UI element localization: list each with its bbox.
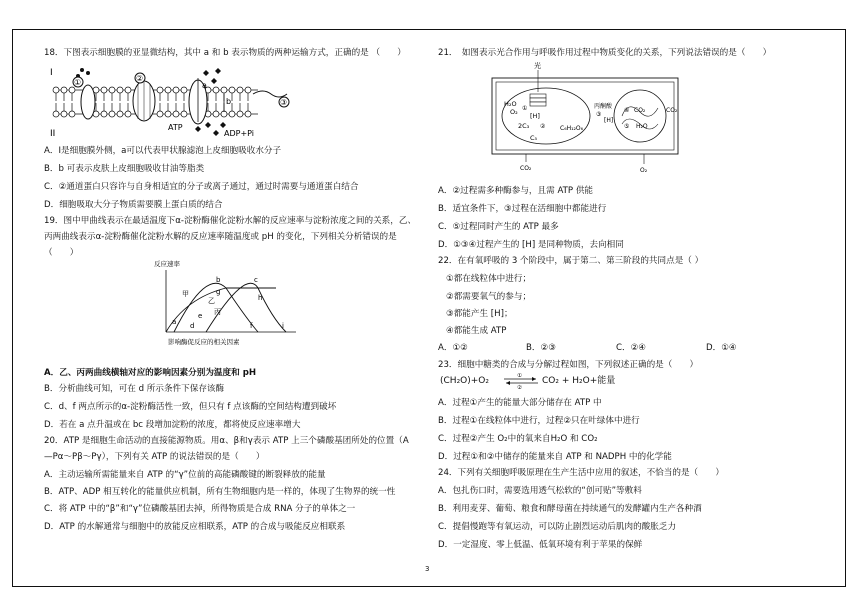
phospholipid-head [69, 87, 75, 93]
phospholipid-head [61, 87, 67, 93]
svg-text:b: b [216, 276, 221, 284]
q22-choice-d: D．①④ [706, 343, 737, 353]
q18-option-a: A．Ⅰ是细胞膜外侧，a可以代表甲状腺滤泡上皮细胞吸收水分子 [44, 146, 282, 156]
svg-text:h: h [258, 294, 263, 302]
q22-item-4: ④都能生成 ATP [446, 326, 507, 336]
svg-text:C₆H₁₂O₆: C₆H₁₂O₆ [560, 125, 584, 132]
q18-option-b: B．b 可表示皮肤上皮细胞吸收甘油等脂类 [44, 164, 205, 174]
phospholipid-head [245, 87, 251, 93]
mitochondrion [614, 90, 666, 142]
svg-text:①: ① [517, 373, 522, 379]
q19-enzyme-rate-figure [146, 258, 306, 350]
svg-text:[H]: [H] [530, 112, 540, 120]
svg-text:①: ① [74, 78, 82, 87]
q20-stem-line-2: —Pα～Pβ～Pγ），下列有关 ATP 的说法错误的是（ ） [44, 452, 265, 462]
q23-equation-right: CO₂ + H₂O+能量 [542, 376, 616, 386]
svg-text:CO₂: CO₂ [666, 107, 678, 114]
svg-text:丙酮酸: 丙酮酸 [594, 103, 613, 110]
phospholipid-head [213, 111, 219, 117]
svg-text:H₂O: H₂O [504, 100, 517, 108]
svg-text:⑤: ⑤ [624, 123, 630, 130]
q24-option-b: B．利用麦芽、葡萄、粮食和酵母菌在持续通气的发酵罐内生产各种酒 [438, 504, 702, 514]
phospholipid-head [117, 111, 123, 117]
svg-text:丙: 丙 [214, 308, 221, 316]
q22-choice-b: B．②③ [526, 343, 556, 353]
q19-option-a: A．乙、丙两曲线横轴对应的影响因素分别为温度和 pH [44, 368, 257, 378]
q20-option-c: C．将 ATP 中的“β”和“γ”位磷酸基团去掉，所得物质是合成 RNA 分子的单体之一 [44, 504, 356, 514]
svg-text:②: ② [540, 123, 546, 130]
phospholipid-head [173, 87, 179, 93]
q22-choice-c: C．②④ [616, 343, 647, 353]
q22-item-2: ②都需要氧气的参与； [446, 292, 532, 302]
q22-item-3: ③都能产生 [H]； [446, 309, 513, 319]
q23-option-a: A．过程①产生的能量大部分储存在 ATP 中 [438, 398, 602, 408]
phospholipid-head [109, 87, 115, 93]
phospholipid-head [181, 111, 187, 117]
q18-stem: 18．下图表示细胞膜的亚显微结构，其中 a 和 b 表示物质的两种运输方式，正确的是 （ ） [44, 48, 406, 58]
q20-option-d: D．ATP 的水解通常与细胞中的放能反应相联系，ATP 的合成与吸能反应相联系 [44, 522, 346, 532]
q20-option-a: A．主动运输所需能量来自 ATP 的“γ”位前的高能磷酸键的断裂释放的能量 [44, 470, 326, 480]
q21-option-b: B．适宜条件下，③过程在活细胞中都能进行 [438, 204, 607, 214]
svg-text:c: c [254, 276, 258, 284]
q23-stem: 23．细胞中糖类的合成与分解过程如图，下列叙述正确的是（ ） [438, 360, 699, 370]
q23-equation-left: (CH₂O)+O₂ [440, 376, 489, 386]
svg-text:H₂O: H₂O [636, 123, 648, 130]
svg-text:④: ④ [624, 107, 630, 114]
q18-option-c: C．②通道蛋白只容许与自身相适宜的分子或离子通过，通过时需要与通道蛋白结合 [44, 182, 359, 192]
phospholipid-head [109, 111, 115, 117]
svg-text:CO₂: CO₂ [634, 107, 646, 114]
svg-text:③: ③ [596, 111, 602, 118]
svg-text:甲: 甲 [182, 290, 189, 298]
q19-option-d: D．若在 a 点升温或在 bc 段增加淀粉的浓度，都将使反应速率增大 [44, 420, 301, 430]
q22-item-1: ①都在线粒体中进行； [446, 274, 532, 284]
svg-text:[H]: [H] [604, 117, 614, 124]
phospholipid-head [181, 87, 187, 93]
q19-ylabel: 反应速率 [154, 260, 180, 268]
phospholipid-head [173, 111, 179, 117]
q24-stem: 24．下列有关细胞呼吸原理在生产生活中应用的叙述，不恰当的是（ ） [438, 468, 724, 478]
q18-label-I: I [50, 68, 53, 78]
phospholipid-head [101, 87, 107, 93]
q18-label-b: b [226, 97, 232, 106]
q19-option-b: B．分析曲线可知，可在 d 所示条件下保存该酶 [44, 384, 225, 394]
phospholipid-head [69, 111, 75, 117]
q18-membrane-figure [48, 64, 298, 138]
q18-label-a: a [202, 81, 207, 90]
protein-1 [81, 85, 95, 119]
phospholipid-head [237, 111, 243, 117]
q19-stem-line-3: （ ） [44, 248, 79, 258]
q18-label-II: II [50, 129, 56, 138]
phospholipid-head [101, 111, 107, 117]
phospholipid-head [157, 87, 163, 93]
svg-text:光: 光 [534, 62, 541, 70]
svg-text:ADP+Pi: ADP+Pi [224, 129, 255, 138]
q24-option-c: C．提倡慢跑等有氧运动，可以防止剧烈运动后肌肉的酸胀乏力 [438, 522, 677, 532]
q19-stem-line-2: 丙两曲线表示α-淀粉酶催化淀粉水解的反应速率随温度或 pH 的变化，下列相关分析错误的是 [44, 232, 397, 242]
svg-text:②: ② [136, 74, 144, 83]
q22-choice-a: A．①② [438, 343, 468, 353]
svg-text:i: i [282, 322, 284, 330]
svg-text:③: ③ [280, 98, 288, 107]
q23-option-b: B．过程①在线粒体中进行，过程②只在叶绿体中进行 [438, 416, 640, 426]
svg-text:g: g [216, 288, 221, 296]
q24-option-a: A．包扎伤口时，需要选用透气松软的“创可贴”等敷料 [438, 486, 642, 496]
phospholipid-head [237, 87, 243, 93]
svg-text:C₅: C₅ [530, 134, 538, 142]
q20-option-b: B．ATP、ADP 相互转化的能量供应机制，所有生物细胞内是一样的，体现了生物界的统一性 [44, 487, 396, 497]
phospholipid-head [213, 87, 219, 93]
phospholipid-head [61, 111, 67, 117]
phospholipid-head [53, 87, 59, 93]
svg-text:O₂: O₂ [640, 167, 648, 174]
q22-stem: 22．在有氧呼吸的 3 个阶段中，属于第二、第三阶段的共同点是（ ） [438, 256, 704, 266]
q21-stem: 21． 如图表示光合作用与呼吸作用过程中物质变化的关系，下列说法错误的是（ ） [438, 48, 772, 58]
phospholipid-head [229, 87, 235, 93]
q19-option-c: C．d、f 两点所示的α-淀粉酶活性一致，但只有 f 点该酶的空间结构遭到破坏 [44, 402, 337, 412]
phospholipid-head [221, 87, 227, 93]
q23-option-d: D．过程①和②中储存的能量来自 ATP 和 NADPH 中的化学能 [438, 452, 672, 462]
phospholipid-head [125, 87, 131, 93]
svg-text:②: ② [517, 385, 522, 390]
q21-option-d: D．①③④过程产生的 [H] 是同种物质，去向相同 [438, 240, 624, 250]
phospholipid-head [53, 111, 59, 117]
q19-stem-line-1: 19．图中甲曲线表示在最适温度下α-淀粉酶催化淀粉水解的反应速率与淀粉浓度之间的关系，乙、 [44, 216, 417, 226]
q18-option-d: D．细胞吸取大分子物质需要膜上蛋白质的结合 [44, 200, 223, 210]
q23-reversible-arrow [502, 372, 540, 390]
q21-photosynthesis-respiration-figure [490, 60, 690, 178]
phospholipid-head [245, 111, 251, 117]
phospholipid-head [165, 87, 171, 93]
svg-text:a: a [172, 318, 177, 326]
q20-stem-line-1: 20．ATP 是细胞生命活动的直接能源物质。用α、β和γ表示 ATP 上三个磷酸基团所处的位置（A [44, 436, 409, 446]
q24-option-d: D．一定湿度、零上低温、低氧环境有利于苹果的保鲜 [438, 540, 643, 550]
q23-option-c: C．过程②产生 O₂中的氧来自H₂O 和 CO₂ [438, 434, 598, 444]
phospholipid-head [157, 111, 163, 117]
svg-text:①: ① [522, 105, 528, 112]
phospholipid-head [117, 87, 123, 93]
svg-text:d: d [190, 322, 195, 330]
svg-text:f: f [250, 322, 253, 330]
svg-text:O₂: O₂ [510, 108, 518, 116]
svg-text:e: e [198, 312, 203, 320]
page-number: 3 [425, 565, 430, 573]
svg-text:乙: 乙 [208, 297, 215, 305]
phospholipid-head [229, 111, 235, 117]
phospholipid-head [125, 111, 131, 117]
svg-text:2C₃: 2C₃ [518, 122, 530, 130]
svg-text:ATP: ATP [168, 123, 183, 132]
q21-option-a: A．②过程需多种酶参与，且需 ATP 供能 [438, 186, 594, 196]
svg-text:CO₂: CO₂ [520, 165, 532, 172]
q23-equation [440, 372, 680, 390]
phospholipid-head [165, 111, 171, 117]
q19-xlabel: 影响酶促反应的相关因素 [168, 338, 240, 346]
q21-option-c: C．⑤过程同时产生的 ATP 最多 [438, 222, 559, 232]
